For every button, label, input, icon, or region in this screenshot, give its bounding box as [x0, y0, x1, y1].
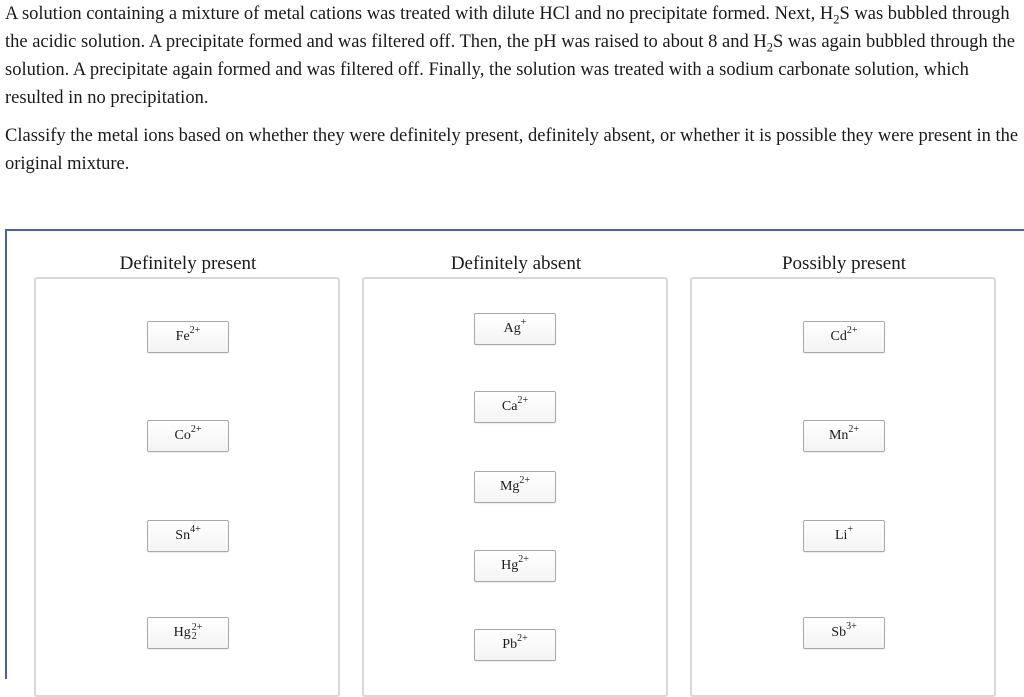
column-title-possibly-present: Possibly present: [781, 253, 907, 274]
ion-chip-pb2[interactable]: $Pb^{2+}$: [474, 629, 556, 661]
question-text: [5, 0, 1020, 178]
ion-chip-ag[interactable]: Ag+: [474, 313, 556, 345]
ion-chip-li[interactable]: Li+: [803, 520, 885, 552]
classification-board: [5, 229, 1024, 679]
ion-chip-mg2[interactable]: $Mg^{2+}$: [474, 471, 556, 503]
ion-chip-co2[interactable]: $Co^{2+}$: [147, 420, 229, 452]
ion-chip-sb3[interactable]: $Sb^{3+}$: [803, 617, 885, 649]
ion-chip-ca2[interactable]: $Ca^{2+}$: [474, 391, 556, 423]
ion-chip-sn4[interactable]: $Sn^{4+}$: [147, 520, 229, 552]
ion-chip-mn2[interactable]: $Mn^{2+}$: [803, 420, 885, 452]
ion-chip-hg2[interactable]: $Hg^{2+}$: [474, 550, 556, 582]
problem-statement: A solution containing a mixture of metal cations was treated with dilute HCl and no precipitate formed. Next, $H_2S$ was bubbled through the acidic solution. A precipitate formed and was filtered off. Then, the pH was raised to about 8 and $H_2S$ was again bubbled through the solution. A precipitate again formed and was filtered off. Finally, the solution was treated with a sodium carbonate solution, which resulted in no precipitation.: [5, 4, 1016, 108]
instruction-text: Classify the metal ions based on whether they were definitely present, definitely absent, or whether it is possible they were present in the original mixture.: [5, 126, 1019, 174]
bin-definitely-present[interactable]: [34, 277, 340, 697]
column-title-definitely-absent: Definitely absent: [450, 253, 582, 274]
ion-chip-hg2-2[interactable]: Hg 2+ 2: [147, 617, 229, 649]
ion-chip-fe2[interactable]: $Fe^{2+}$: [147, 321, 229, 353]
bin-definitely-absent[interactable]: [362, 277, 668, 697]
column-title-definitely-present: Definitely present: [119, 253, 257, 274]
bin-possibly-present[interactable]: [690, 277, 996, 697]
ion-chip-cd2[interactable]: $Cd^{2+}$: [803, 321, 885, 353]
